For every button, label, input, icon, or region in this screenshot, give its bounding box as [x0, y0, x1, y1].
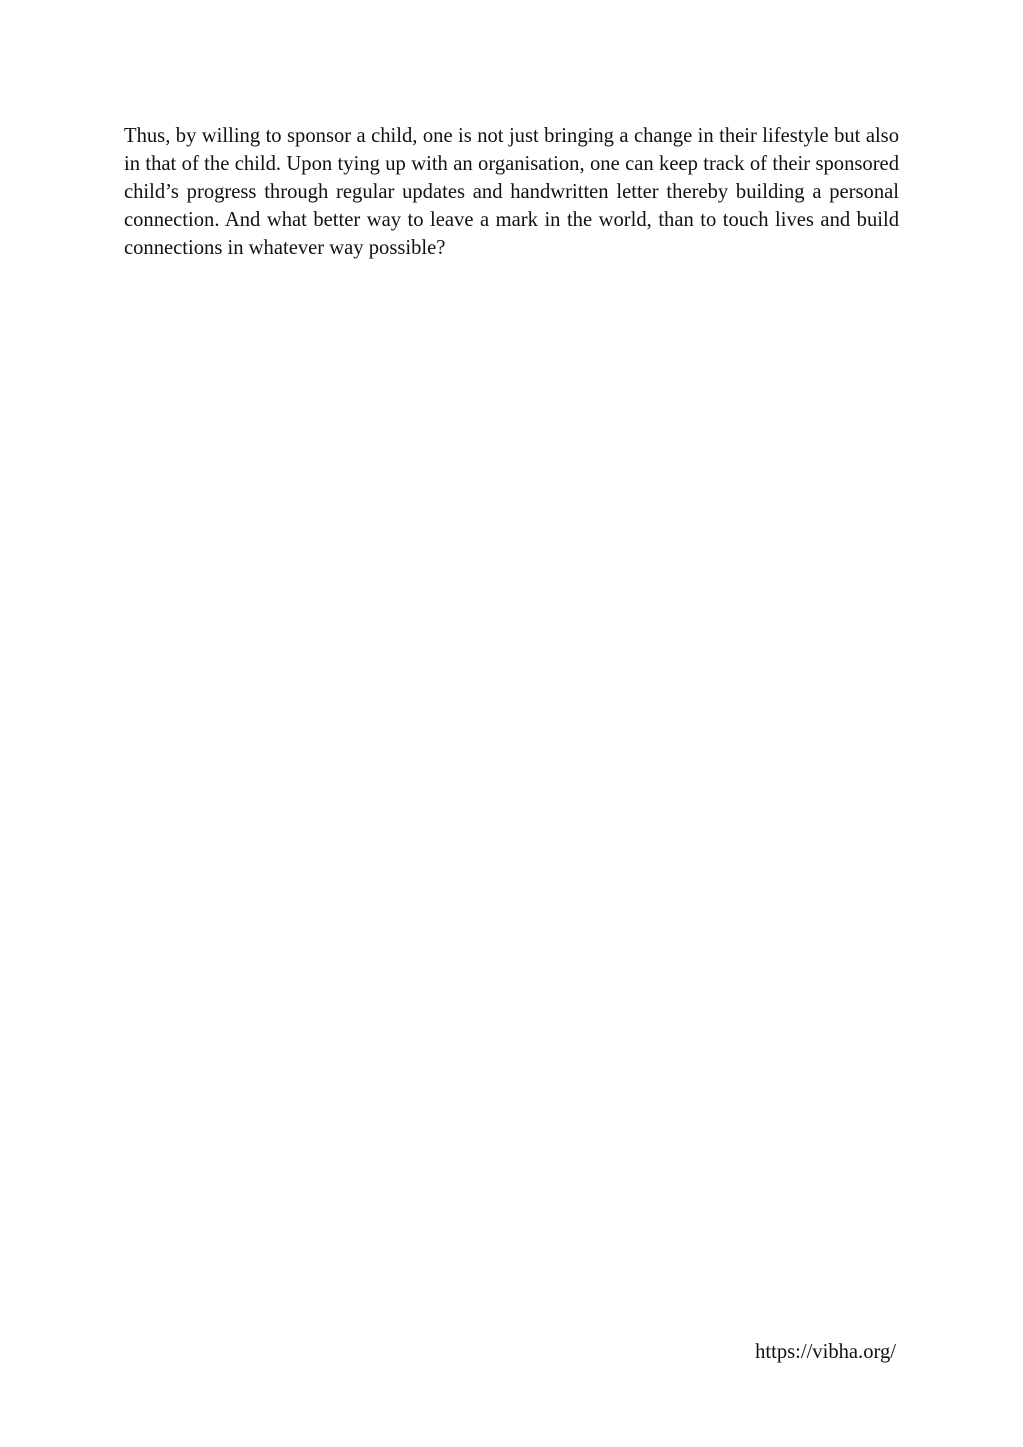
body-paragraph: Thus, by willing to sponsor a child, one is not just bringing a change in their lifestyle but also in that of the child. Upon tying up with an organisation, one can keep track of their sponsored child’s progress through regular updates and handwritten letter thereby building a personal connection. And what better way to leave a mark in the world, than to touch lives and build connections in whatever way possible?	[124, 125, 899, 259]
footer-url: https://vibha.org/	[755, 1341, 896, 1363]
